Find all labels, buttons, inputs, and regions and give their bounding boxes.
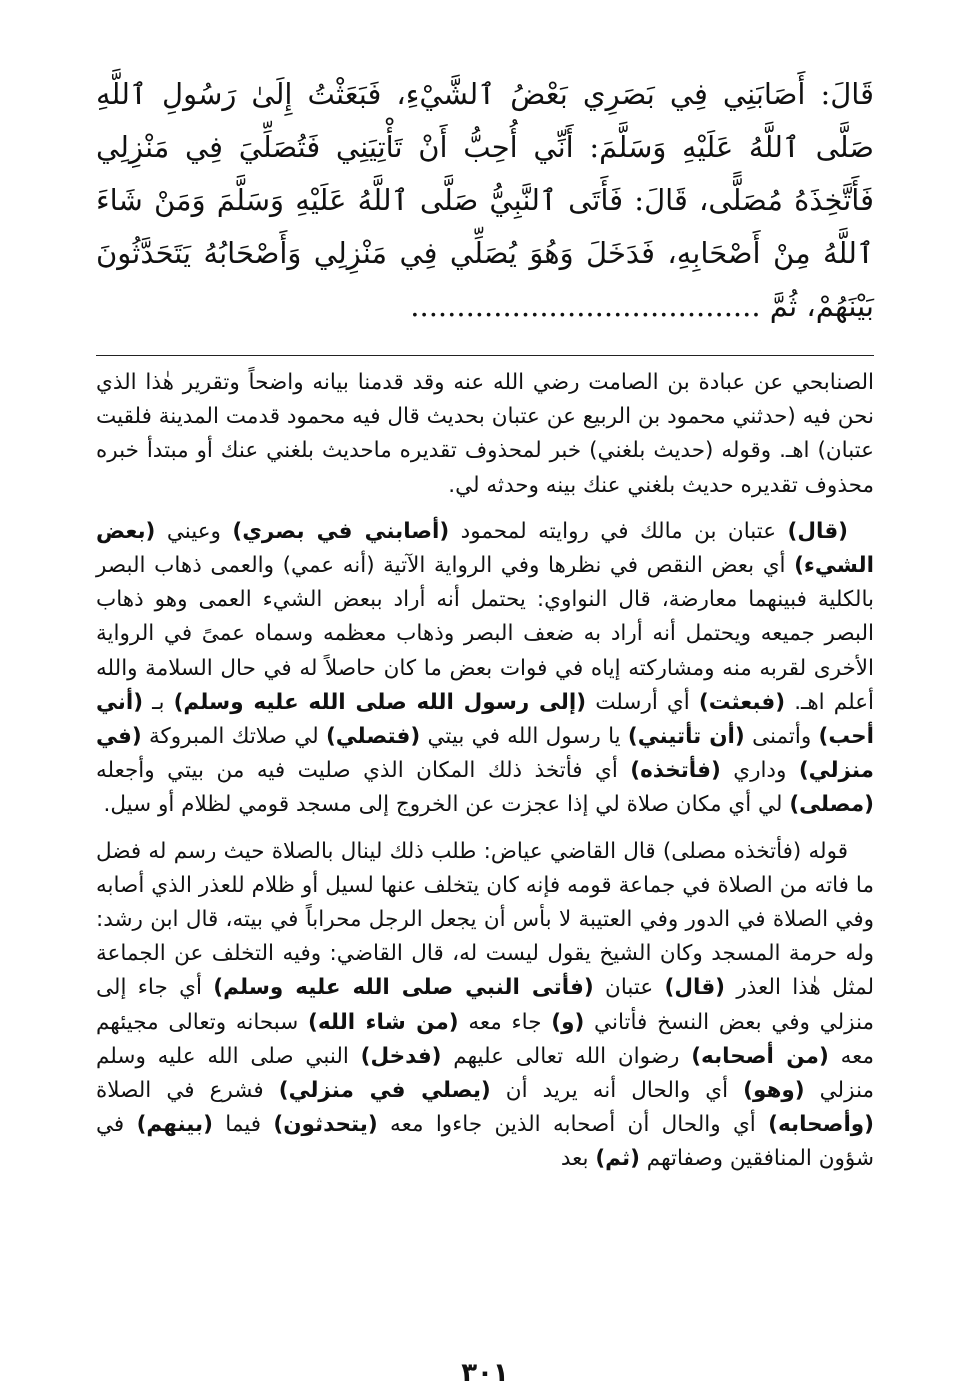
book-page — [96, 68, 875, 1388]
bold-quoted-term: (ثم) — [595, 1146, 640, 1172]
commentary-paragraph-1: الصنابحي عن عبادة بن الصامت رضي الله عنه وقد قدمنا بيانه واضحاً وتقرير هٰذا الذي نحن فيه (حدثني محمود بن الربيع عن عتبان بحديث قال فيه محمود قدمت المدينة فلقيت عتبان) اهـ. وقوله (حديث بلغني) خبر لمحذوف تقديره ماحديث بلغني عنك أو مبتدأ خبره محذوف تقديره حديث بلغني عنك بينه وحدثه لي. — [96, 370, 874, 498]
commentary-text-run: وداري — [720, 758, 799, 784]
commentary-text-run: النبي صلى الله عليه وسلم منزلي — [96, 1043, 874, 1104]
bold-quoted-term: (وأصحابه) — [768, 1112, 874, 1138]
bold-quoted-term: (فتصلي) — [325, 724, 421, 750]
bold-quoted-term: (أني أحب) — [96, 689, 874, 750]
commentary-text-run: فشرع في الصلاة — [96, 1078, 279, 1104]
commentary-text-run: وعيني — [155, 518, 233, 544]
commentary-text-run: لي أي مكان صلاة لي إذا عجزت عن الخروج إلى مسجد قومي لظلام أو سيل. — [103, 792, 790, 818]
commentary-text-run: أي بعض النقص في نظرها وفي الرواية الآتية (أنه عمي) والعمى ذهاب البصر بالكلية فبينهما معارضة، قال النواوي: يحتمل أنه أراد ببعض الشيء العمى وهو ذهاب البصر جميعه ويحتمل أنه أراد به ضعف البصر وذهاب معظمه وسماه عمىً في الرواية الأخرى لقربه منه ومشاركته إياه في فوات بعض ما كان حاصلاً له في حال السلامة والله أعلم اهـ. — [96, 553, 875, 715]
bold-quoted-term: (فبعثت) — [698, 689, 786, 715]
commentary-text-run: يا رسول الله في بيتي — [420, 724, 628, 750]
bold-quoted-term: (أصابني في بصري) — [232, 518, 450, 544]
commentary — [96, 366, 874, 1177]
bold-quoted-term: (و) — [551, 1009, 585, 1035]
commentary-text-run: عتبان — [593, 975, 665, 1001]
bold-quoted-term: (قال) — [787, 518, 848, 544]
bold-quoted-term: (يصلي في منزلي) — [278, 1078, 491, 1104]
commentary-text-run: فيما — [212, 1112, 274, 1138]
commentary-paragraph-3 — [96, 835, 874, 1177]
commentary-paragraph-2 — [96, 515, 874, 823]
bold-quoted-term: (يتحدثون) — [273, 1112, 378, 1138]
bold-quoted-term: (بعض الشيء) — [96, 518, 874, 579]
commentary-text-run: في شؤون المنافقين وصفاتهم — [96, 1112, 874, 1172]
bold-quoted-term: (في منزلي) — [96, 724, 874, 784]
commentary-text-run: جاء معه — [458, 1009, 552, 1035]
bold-quoted-term: (فأتخذه) — [630, 758, 721, 784]
bold-quoted-term: (مصلى) — [789, 792, 874, 818]
bold-quoted-term: (من أصحابه) — [691, 1043, 829, 1069]
commentary-text-run: رضوان الله تعالى عليهم — [441, 1043, 692, 1069]
bold-quoted-term: (من شاء الله) — [308, 1009, 459, 1035]
bold-quoted-term: (وهو) — [743, 1078, 805, 1104]
commentary-text-run: أي والحال أنه يريد أن — [490, 1078, 744, 1104]
commentary-text-run: بعد — [560, 1146, 596, 1172]
commentary-text-run: قوله (فأتخذه مصلى) قال القاضي عياض: طلب ذلك لينال بالصلاة حيث رسم له فضل ما فاته من الصلاة في جماعة قومه فإنه كان يتخلف عنها لسيل أو ظلام للعذر الذي أصابه وفي الصلاة في الدور وفي العتيبة لا بأس أن يجعل الرجل محراباً في بيته، قال ابن رشد: وله حرمة المسجد وكان الشيخ يقول ليست له، قال القاضي: وفيه التخلف عن الجماعة لمثل هٰذا العذر — [96, 838, 874, 1001]
commentary-text-run: بـ — [143, 689, 174, 715]
hadith-matn — [96, 68, 874, 333]
hadith-text: قَالَ: أَصَابَنِي فِي بَصَرِي بَعْضُ ٱلشَّيْءِ، فَبَعَثْتُ إِلَىٰ رَسُولِ ٱللَّهِ صَلَّى ٱللَّهُ عَلَيْهِ وَسَلَّمَ: أَنِّي أُحِبُّ أَنْ تَأْتِيَنِي فَتُصَلِّيَ فِي مَنْزِلِي فَأَتَّخِذَهُ مُصَلًّى، قَالَ: فَأَتَى ٱلنَّبِيُّ صَلَّى ٱللَّهُ عَلَيْهِ وَسَلَّمَ وَمَنْ شَاءَ ٱللَّهُ مِنْ أَصْحَابِهِ، فَدَخَلَ وَهُوَ يُصَلِّي فِي مَنْزِلِي وَأَصْحَابُهُ يَتَحَدَّثُونَ بَيْنَهُمْ، ثُمَّ — [96, 77, 874, 323]
bold-quoted-term: (فدخل) — [360, 1043, 442, 1069]
commentary-text-run: أي فأتخذ ذلك المكان الذي صليت فيه من بيتي وأجعله — [96, 758, 631, 784]
bold-quoted-term: (إلى رسول الله صلى الله عليه وسلم) — [173, 689, 587, 715]
commentary-text-run: أي جاء إلى منزلي وفي بعض النسخ فأتاني — [96, 975, 875, 1035]
bold-quoted-term: (أن تأتيني) — [627, 724, 745, 750]
bold-quoted-term: (بينهم) — [136, 1112, 213, 1138]
ellipsis-dots: ...................................... — [410, 289, 761, 323]
commentary-text-run: أي أرسلت — [586, 689, 699, 715]
commentary-text-run: لي صلاتك المبروكة — [141, 724, 326, 750]
commentary-text-run: سبحانه وتعالى مجيئهم معه — [96, 1009, 875, 1069]
page-number: ٣٠١ — [461, 1358, 509, 1388]
footnote-divider — [96, 355, 874, 356]
bold-quoted-term: (فأتى النبي صلى الله عليه وسلم) — [213, 975, 594, 1001]
commentary-text-run: عتبان بن مالك في روايته لمحمود — [449, 518, 788, 544]
commentary-text-run: أي والحال أن أصحابه الذين جاءوا معه — [377, 1112, 769, 1138]
bold-quoted-term: (قال) — [664, 975, 726, 1001]
commentary-text-run: وأتمنى — [744, 724, 819, 750]
